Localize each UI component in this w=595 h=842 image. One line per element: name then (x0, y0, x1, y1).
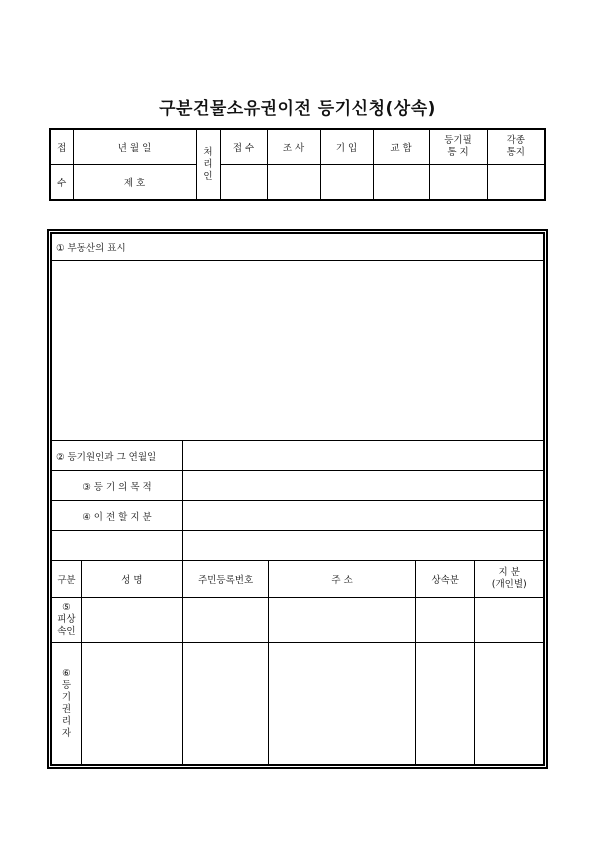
blank-label-cell (52, 531, 183, 561)
number-label: 제 호 (73, 165, 196, 201)
col-collate: 교 합 (373, 129, 429, 165)
decedent-resident-no[interactable] (182, 598, 268, 643)
cell-completion-notice[interactable] (429, 165, 487, 201)
rights-holder-label: ⑥ 등 기 권 리 자 (52, 643, 82, 765)
col-various-notice: 각종 통지 (487, 129, 545, 165)
property-field[interactable] (52, 261, 544, 441)
cell-various-notice[interactable] (487, 165, 545, 201)
decedent-label: ⑤ 피상 속인 (52, 598, 82, 643)
col-completion-notice: 등기필 통 지 (429, 129, 487, 165)
form-table (51, 233, 544, 765)
decedent-name[interactable] (81, 598, 182, 643)
col-receipt: 접 수 (220, 129, 267, 165)
decedent-share[interactable] (475, 598, 544, 643)
rights-holder-name[interactable] (81, 643, 182, 765)
share-field[interactable] (182, 501, 543, 531)
cell-inspect[interactable] (267, 165, 320, 201)
col-entry: 기 입 (320, 129, 373, 165)
reception-table (49, 128, 546, 201)
rights-holder-inheritance-share[interactable] (415, 643, 475, 765)
share-label: ④ 이 전 할 지 분 (52, 501, 183, 531)
header-share: 지 분 (개인별) (475, 561, 544, 598)
rights-holder-resident-no[interactable] (182, 643, 268, 765)
purpose-field[interactable] (182, 471, 543, 501)
header-category: 구분 (52, 561, 82, 598)
receipt-label-top: 접 (50, 129, 73, 165)
page-title: 구분건물소유권이전 등기신청(상속) (159, 99, 436, 119)
property-label: ① 부동산의 표시 (52, 234, 544, 261)
decedent-address[interactable] (269, 598, 416, 643)
cell-receipt[interactable] (220, 165, 267, 201)
header-name: 성 명 (81, 561, 182, 598)
rights-holder-share[interactable] (475, 643, 544, 765)
header-resident-no: 주민등록번호 (182, 561, 268, 598)
cell-collate[interactable] (373, 165, 429, 201)
decedent-inheritance-share[interactable] (415, 598, 475, 643)
purpose-label: ③ 등 기 의 목 적 (52, 471, 183, 501)
col-inspect: 조 사 (267, 129, 320, 165)
cause-label: ② 등기원인과 그 연월일 (52, 441, 183, 471)
processing-label: 처 리 인 (196, 129, 220, 200)
receipt-label-bottom: 수 (50, 165, 73, 201)
blank-field[interactable] (182, 531, 543, 561)
application-form (47, 229, 548, 769)
rights-holder-address[interactable] (269, 643, 416, 765)
header-address: 주 소 (269, 561, 416, 598)
header-inheritance-share: 상속분 (415, 561, 475, 598)
date-label: 년 월 일 (73, 129, 196, 165)
cell-entry[interactable] (320, 165, 373, 201)
cause-field[interactable] (182, 441, 543, 471)
